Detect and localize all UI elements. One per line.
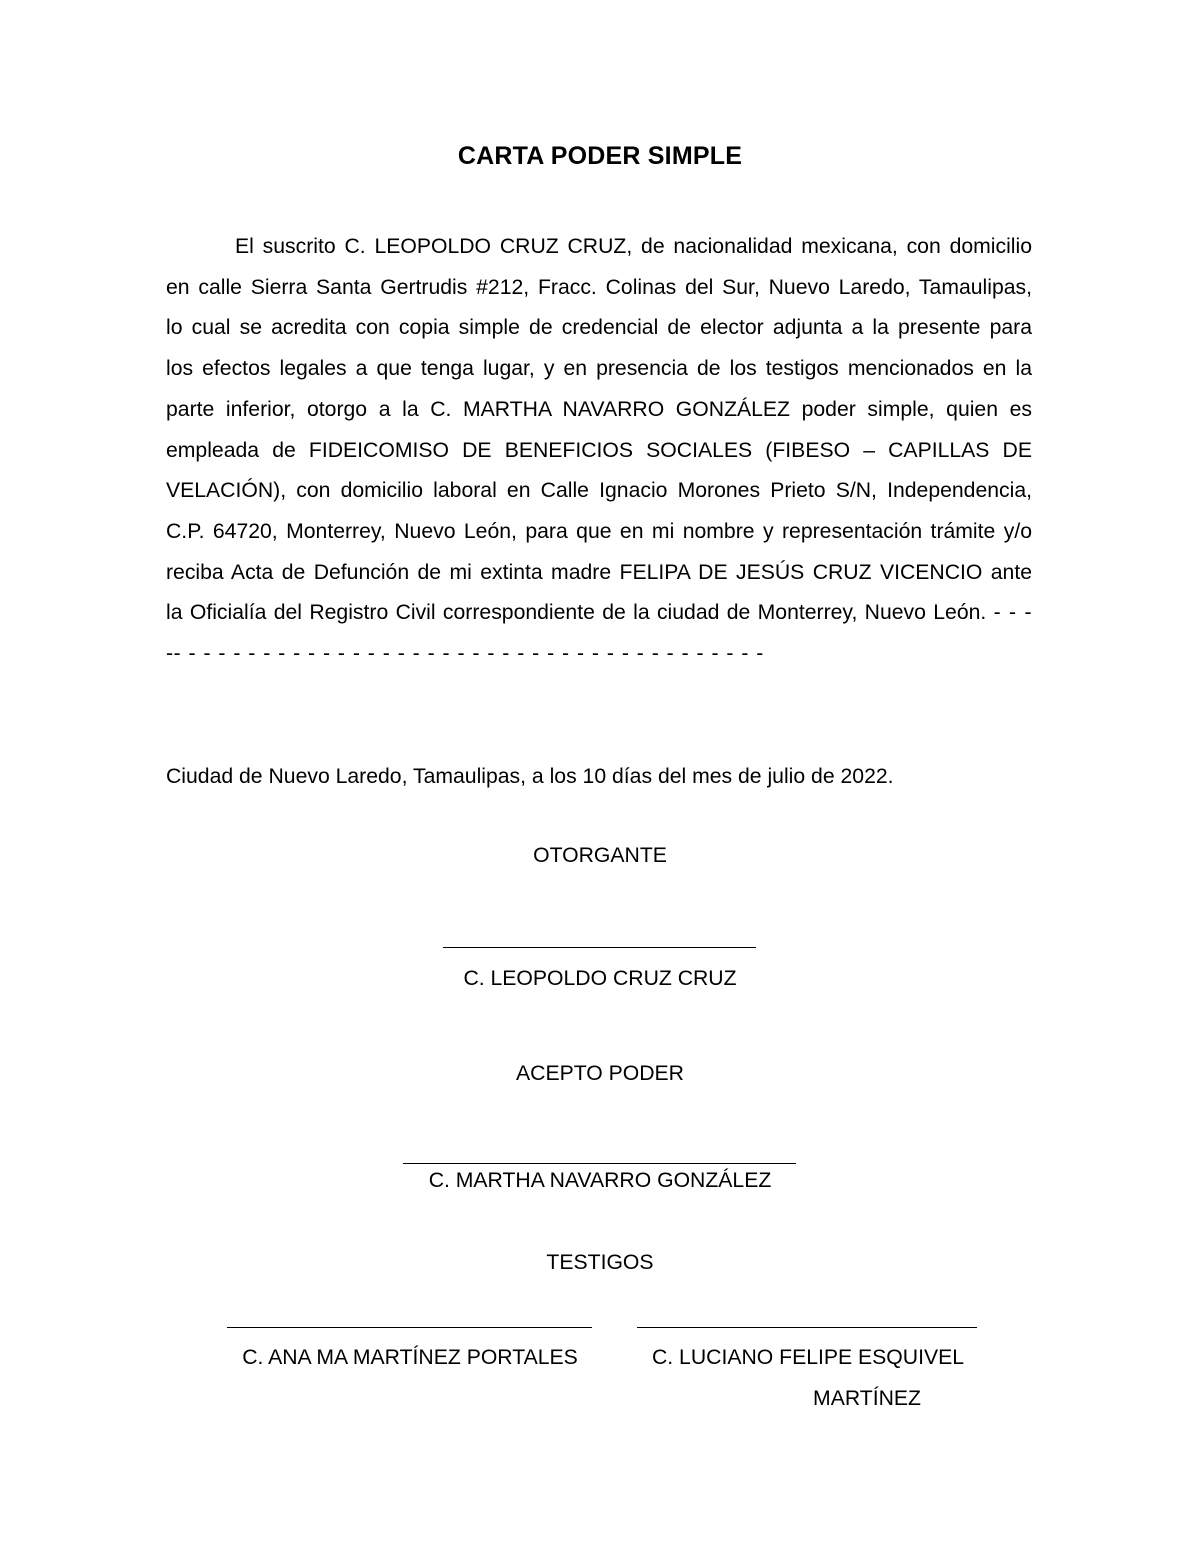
acceptor-name: C. MARTHA NAVARRO GONZÁLEZ [428,1169,772,1192]
document-title: CARTA PODER SIMPLE [457,142,743,170]
acceptor-heading: ACEPTO PODER [516,1062,684,1085]
body-dash-filler: - - - -- - - - - - - - - - - - - - - - - - - - - - - - - - - - - - - - - - - - - - - - [166,601,1032,666]
witnesses-heading: TESTIGOS [546,1251,654,1274]
witness-right-name-line1: C. LUCIANO FELIPE ESQUIVEL [651,1346,965,1369]
body-main-text: El suscrito C. LEOPOLDO CRUZ CRUZ, de nacionalidad mexicana, con domicilio en calle Sierra Santa Gertrudis #212, Fracc. Colinas del Sur, Nuevo Laredo, Tamaulipas, lo cual se acredita con copia simple de credencial de elector adjunta a la presente para los efectos legales a que tenga lugar, y en presencia de los testigos mencionados en la parte inferior, otorgo a la C. MARTHA NAVARRO GONZÁLEZ poder simple, quien es empleada de FIDEICOMISO DE BENEFICIOS SOCIALES (FIBESO – CAPILLAS DE VELACIÓN), con domicilio laboral en Calle Ignacio Morones Prieto S/N, Independencia, C.P. 64720, Monterrey, Nuevo León, para que en mi nombre y representación trámite y/o reciba Acta de Defunción de mi extinta madre FELIPA DE JESÚS CRUZ VICENCIO ante la Oficialía del Registro Civil correspondiente de la ciudad de Monterrey, Nuevo León. [166,235,1032,625]
grantor-heading: OTORGANTE [533,844,667,867]
witness-left-signature-line [227,1327,592,1328]
witness-right-name-line2: MARTÍNEZ [813,1387,921,1410]
witness-right-signature-line [637,1327,977,1328]
grantor-signature-line [443,947,756,948]
place-and-date: Ciudad de Nuevo Laredo, Tamaulipas, a los 10 días del mes de julio de 2022. [166,765,894,788]
grantor-name: C. LEOPOLDO CRUZ CRUZ [463,967,737,990]
witness-left-name: C. ANA MA MARTÍNEZ PORTALES [242,1346,578,1369]
document-body-paragraph [166,227,1032,675]
